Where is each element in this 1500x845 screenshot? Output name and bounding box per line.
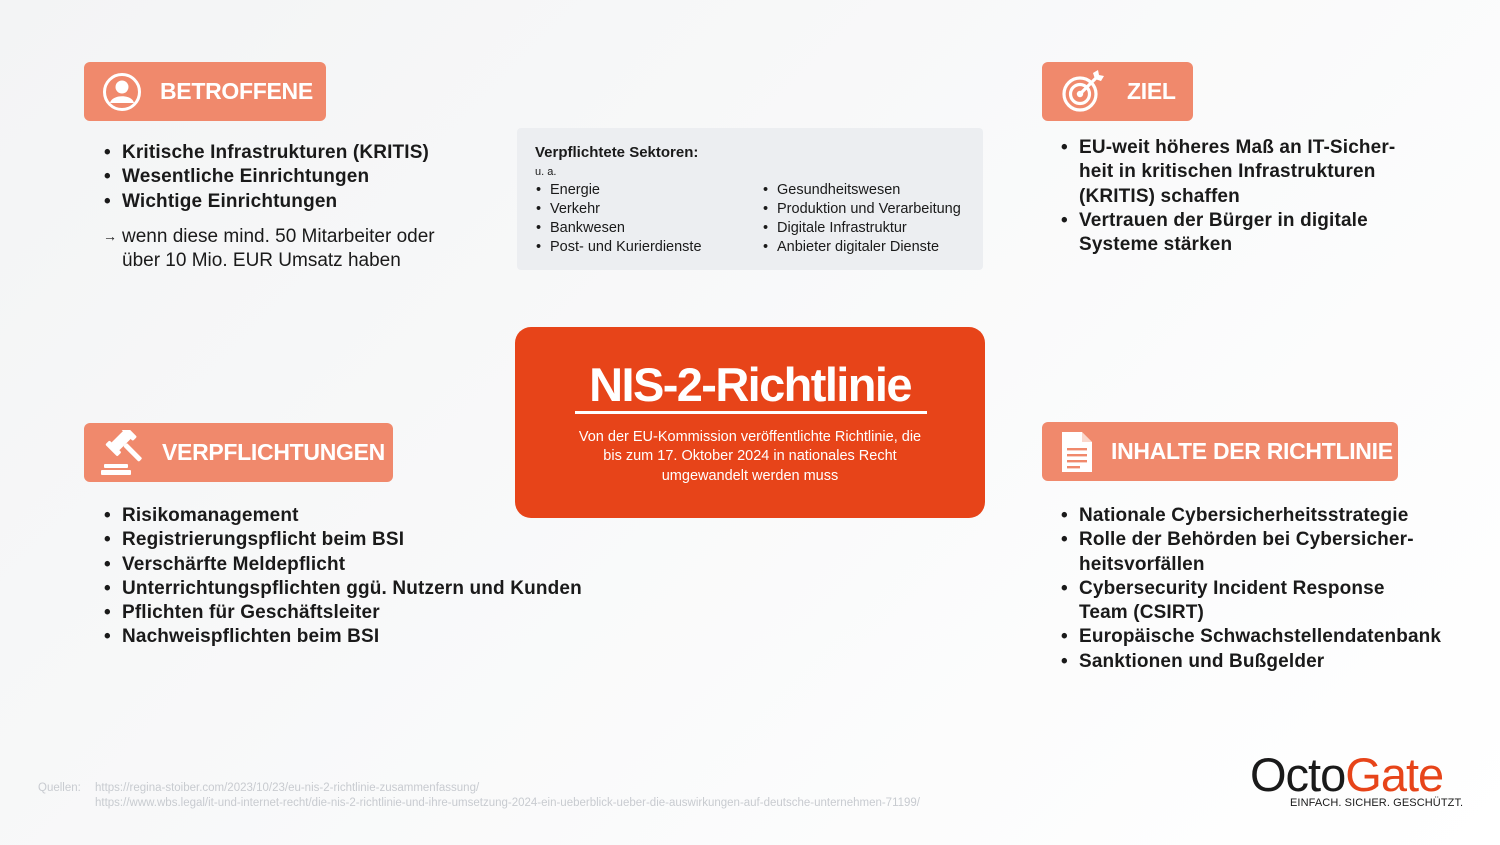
logo-tagline: EINFACH. SICHER. GESCHÜTZT. <box>1290 797 1464 809</box>
sector-item: • Anbieter digitaler Dienste <box>762 238 961 257</box>
ziel-header <box>1042 62 1193 121</box>
source-link[interactable]: https://regina-stoiber.com/2023/10/23/eu-nis-2-richtlinie-zusammenfassung/ <box>95 782 480 794</box>
list-line: Team (CSIRT) <box>1079 602 1204 624</box>
list-line: • Sanktionen und Bußgelder <box>1079 650 1325 672</box>
list-item <box>1061 625 1441 649</box>
sectors-col2 <box>762 181 961 257</box>
target-icon <box>1053 62 1113 121</box>
list-item: • Registrierungspflicht beim BSI <box>104 528 582 552</box>
betroffene-header <box>84 62 326 121</box>
list-line: • Rolle der Behörden bei Cybersicher- <box>1079 529 1414 551</box>
inhalte-list <box>1061 504 1441 674</box>
logo-part-octo: Octo <box>1250 748 1346 801</box>
list-item <box>1061 577 1441 626</box>
title-underline <box>575 411 927 414</box>
list-item <box>1061 504 1441 528</box>
gavel-icon <box>95 423 155 482</box>
sector-item: • Gesundheitswesen <box>762 181 961 200</box>
arrow-right-icon: → <box>103 228 117 244</box>
logo-wordmark <box>1250 750 1465 800</box>
sectors-col1 <box>535 181 702 257</box>
list-line: heit in kritischen Infrastrukturen <box>1079 161 1376 183</box>
list-item: • Wichtige Einrichtungen <box>104 190 429 214</box>
sector-item: • Energie <box>535 181 702 200</box>
list-item <box>1061 528 1441 577</box>
list-line: heitsvorfällen <box>1079 553 1205 575</box>
sectors-box <box>517 128 983 270</box>
sectors-title: Verpflichtete Sektoren: <box>535 144 699 161</box>
list-line: • Nationale Cybersicherheitsstrategie <box>1079 505 1409 526</box>
sources-label: Quellen: <box>38 782 81 794</box>
sector-item: • Post- und Kurierdienste <box>535 238 702 257</box>
sector-item: • Verkehr <box>535 200 702 219</box>
list-line: Systeme stärken <box>1079 234 1233 256</box>
sectors-ua: u. a. <box>535 166 557 178</box>
center-box <box>515 327 985 518</box>
ziel-list <box>1061 136 1395 257</box>
sector-item: • Produktion und Verarbeitung <box>762 200 961 219</box>
betroffene-note <box>103 225 435 273</box>
note-line: wenn diese mind. 50 Mitarbeiter oder <box>122 226 435 247</box>
betroffene-label: BETROFFENE <box>160 78 313 104</box>
desc-line: bis zum 17. Oktober 2024 in nationales Recht <box>603 448 897 465</box>
list-item: • Kritische Infrastrukturen (KRITIS) <box>104 141 429 165</box>
verpflichtungen-label: VERPFLICHTUNGEN <box>162 439 385 465</box>
ziel-label: ZIEL <box>1127 78 1176 104</box>
betroffene-list <box>104 141 429 214</box>
list-item <box>1061 209 1395 258</box>
list-line: • Europäische Schwachstellendatenbank <box>1079 626 1442 648</box>
user-icon <box>92 62 152 121</box>
center-title: NIS-2-Richtlinie <box>589 358 911 411</box>
list-item: • Wesentliche Einrichtungen <box>104 165 429 189</box>
logo-part-gate: Gate <box>1345 748 1444 801</box>
list-line: • Cybersecurity Incident Response <box>1079 577 1385 599</box>
list-line: (KRITIS) schaffen <box>1079 185 1240 207</box>
desc-line: umgewandelt werden muss <box>661 467 839 484</box>
inhalte-header <box>1042 422 1398 481</box>
list-item: • Risikomanagement <box>104 504 582 528</box>
octogate-logo <box>1250 748 1465 809</box>
desc-line: Von der EU-Kommission veröffentlichte Richtlinie, die <box>578 429 922 445</box>
list-line: • EU-weit höheres Maß an IT-Sicher- <box>1079 137 1396 158</box>
list-item: • Pflichten für Geschäftsleiter <box>104 601 582 625</box>
sector-item: • Digitale Infrastruktur <box>762 219 961 238</box>
inhalte-label: INHALTE DER RICHTLINIE <box>1111 438 1393 464</box>
list-item: • Nachweispflichten beim BSI <box>104 625 582 649</box>
center-description <box>555 428 945 486</box>
note-line: über 10 Mio. EUR Umsatz haben <box>122 250 401 271</box>
verpflichtungen-header <box>84 423 393 482</box>
sector-item: • Bankwesen <box>535 219 702 238</box>
list-line: • Vertrauen der Bürger in digitale <box>1079 209 1368 231</box>
list-item <box>1061 136 1395 209</box>
list-item: • Unterrichtungspflichten ggü. Nutzern und Kunden <box>104 577 582 601</box>
list-item <box>1061 650 1441 674</box>
verpflichtungen-list <box>104 504 582 650</box>
document-icon <box>1047 422 1107 481</box>
list-item: • Verschärfte Meldepflicht <box>104 553 582 577</box>
source-link[interactable]: https://www.wbs.legal/it-und-internet-recht/die-nis-2-richtlinie-und-ihre-umsetzung-2024-ein-ueberblick-ueber-die-auswirkungen-auf-deutsche-unternehmen-71199/ <box>95 797 921 809</box>
